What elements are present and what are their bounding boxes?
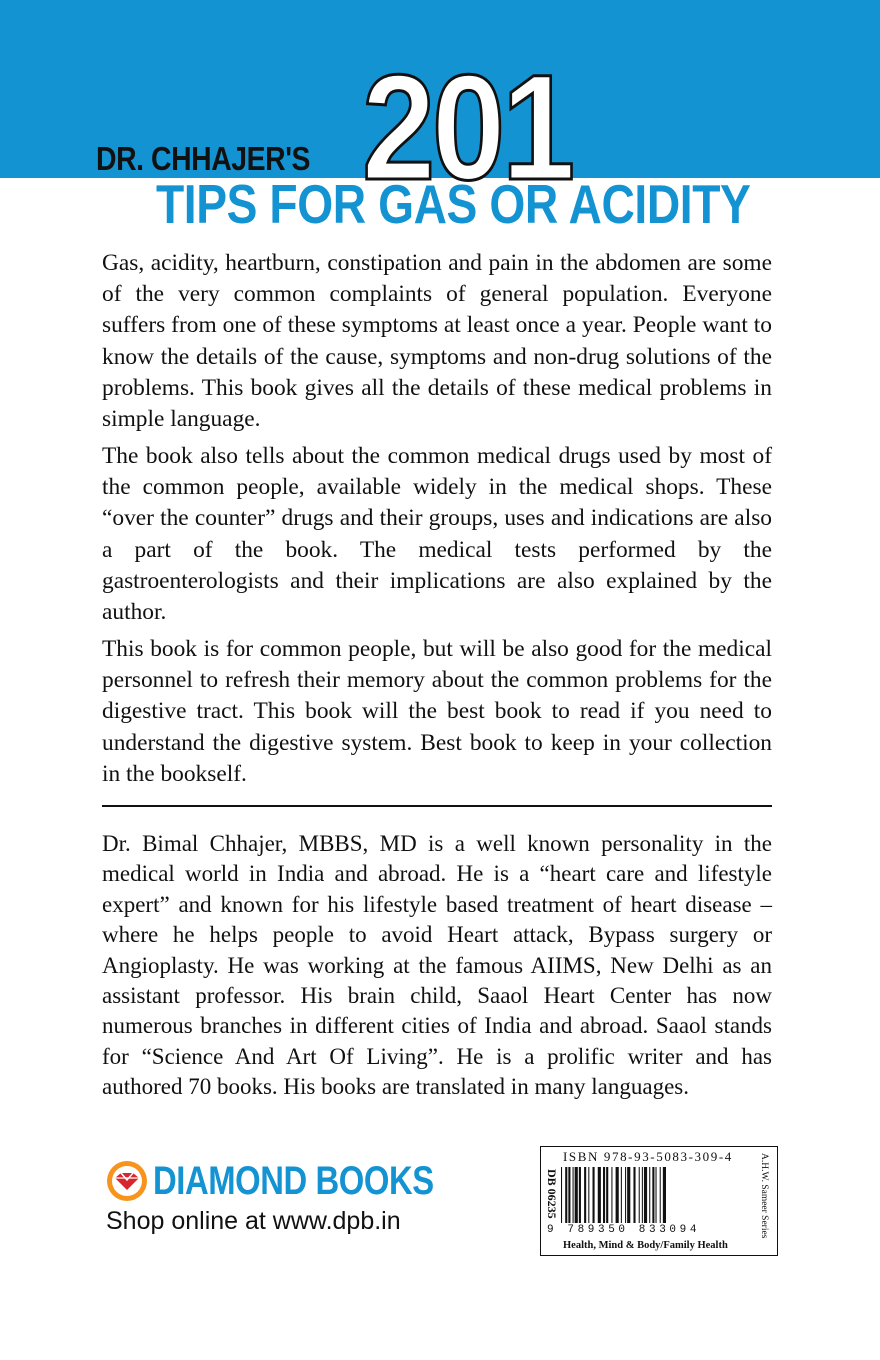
- barcode-bar: [633, 1167, 635, 1223]
- barcode-bar: [616, 1167, 619, 1223]
- barcode-bar: [656, 1167, 657, 1223]
- cover-number-201: 201: [362, 43, 572, 211]
- cover-author-line: DR. CHHAJER'S: [96, 140, 311, 177]
- barcode-bar: [584, 1167, 586, 1223]
- barcode-bar: [598, 1167, 601, 1223]
- barcode-bar: [652, 1167, 654, 1223]
- barcode-bar: [588, 1167, 589, 1223]
- publisher-name: DIAMOND BOOKS: [153, 1159, 434, 1203]
- barcode-bar: [627, 1167, 630, 1223]
- barcode-digits: 9 789350 833094: [547, 1224, 701, 1236]
- description-paragraph-2: The book also tells about the common medical drugs used by most of the common people, available widely in the medical shops. These “over the counter” drugs and their groups, uses and indications are also a part of the book. The medical tests performed by the gastroenterologists and their implications are also explained by the author.: [102, 443, 772, 626]
- barcode-bar: [639, 1167, 640, 1223]
- series-name: A.H.W. Sameer Series: [759, 1153, 769, 1239]
- cover-subtitle: TIPS FOR GAS OR ACIDITY: [156, 173, 751, 235]
- barcode-bar: [575, 1167, 578, 1223]
- barcode-bar: [663, 1167, 666, 1223]
- author-bio: Dr. Bimal Chhajer, MBBS, MD is a well known personality in the medical world in India and abroad. He is a “heart care and lifestyle expert” and known for his lifestyle based treatment of heart disease – where he helps people to avoid Heart attack, Bypass surgery or Angioplasty. He was working at the famous AIIMS, New Delhi as an assistant professor. His brain child, Saaol Heart Center has now numerous branches in different cities of India and abroad. Saaol stands for “Science And Art Of Living”. He is a prolific writer and has authored 70 books. His books are translated in many languages.: [102, 831, 772, 1100]
- barcode-bar: [649, 1167, 650, 1223]
- barcode-bar: [642, 1167, 643, 1223]
- barcode-box: [540, 1146, 778, 1256]
- barcode-bar: [644, 1167, 647, 1223]
- barcode-bar: [579, 1167, 581, 1223]
- barcode-bar: [625, 1167, 626, 1223]
- shop-online-link[interactable]: Shop online at www.dpb.in: [106, 1207, 401, 1235]
- barcode-bar: [660, 1167, 661, 1223]
- barcode-bar: [568, 1167, 570, 1223]
- barcode-bar: [603, 1167, 605, 1223]
- barcode-bar: [573, 1167, 574, 1223]
- diamond-books-logo-icon: [106, 1160, 148, 1202]
- barcode-bar: [621, 1167, 622, 1223]
- barcode-bars: [561, 1167, 751, 1223]
- barcode-bar: [593, 1167, 595, 1223]
- barcode-bar: [561, 1167, 562, 1223]
- description-paragraph-3: This book is for common people, but will be also good for the medical personnel to refresh their memory about the common problems for the digestive tract. This book will the best book to read if you need to understand the digestive system. Best book to keep in your collection in the bookself.: [102, 636, 772, 787]
- book-code: DB 06235: [545, 1169, 559, 1219]
- section-divider: [102, 805, 772, 807]
- isbn-number: ISBN 978-93-5083-309-4: [563, 1149, 733, 1164]
- barcode-bar: [565, 1167, 567, 1223]
- book-category: Health, Mind & Body/Family Health: [563, 1240, 728, 1251]
- barcode-bar: [611, 1167, 612, 1223]
- barcode-bar: [606, 1167, 608, 1223]
- description-paragraph-1: Gas, acidity, heartburn, constipation and pain in the abdomen are some of the very common complaints of general population. Everyone suffers from one of these symptoms at least once a year. People want to know the details of the cause, symptoms and non-drug solutions of the problems. This book gives all the details of these medical problems in simple language.: [102, 250, 772, 433]
